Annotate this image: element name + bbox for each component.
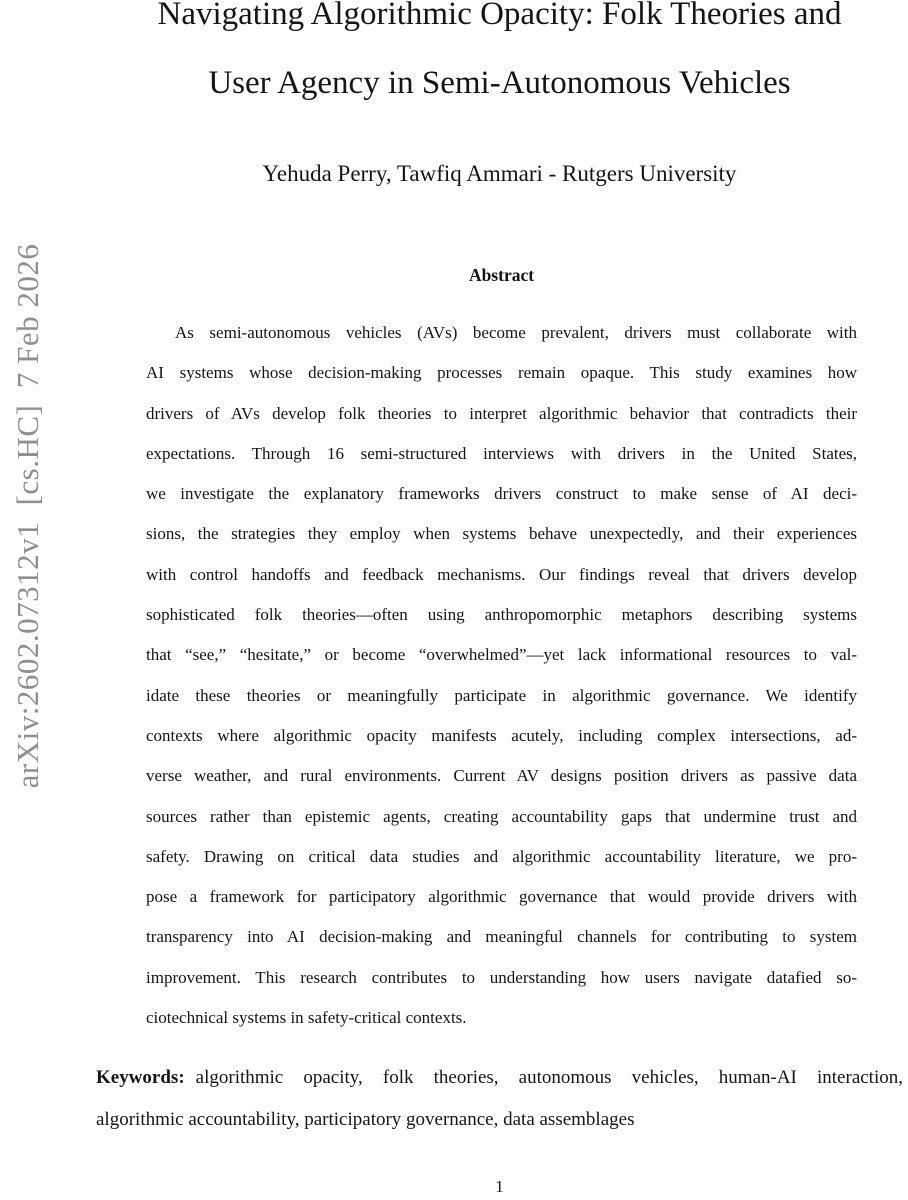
authors-line: Yehuda Perry, Tawfiq Ammari - Rutgers University: [262, 161, 737, 186]
abstract-heading: Abstract: [468, 265, 535, 285]
paper-title-line-1: Navigating Algorithmic Opacity: Folk Theories and: [157, 0, 842, 32]
keywords-label: Keywords:: [96, 1067, 185, 1088]
abstract-line: contexts where algorithmic opacity manifests acutely, including complex intersections, ad-: [146, 725, 857, 745]
abstract-line: transparency into AI decision-making and meaningful channels for contributing to system: [146, 927, 857, 947]
abstract-line: sions, the strategies they employ when systems behave unexpectedly, and their experiences: [146, 524, 857, 544]
keywords-block: [96, 1057, 903, 1141]
abstract-line: verse weather, and rural environments. Current AV designs position drivers as passive data: [146, 766, 857, 786]
page-number: 1: [495, 1177, 504, 1196]
keywords-line-1: [96, 1057, 903, 1099]
abstract-line: ciotechnical systems in safety-critical contexts.: [146, 1008, 467, 1028]
abstract-line: safety. Drawing on critical data studies and algorithmic accountability literature, we pro-: [146, 846, 857, 866]
abstract-line: pose a framework for participatory algorithmic governance that would provide drivers with: [146, 887, 857, 907]
abstract-line: that “see,” “hesitate,” or become “overwhelmed”—yet lack informational resources to val-: [146, 645, 857, 665]
arxiv-stamp: arXiv:2602.07312v1 [cs.HC] 7 Feb 2026: [10, 243, 45, 789]
abstract-line: we investigate the explanatory frameworks drivers construct to make sense of AI deci-: [146, 484, 857, 504]
paper-title-line-2: User Agency in Semi-Autonomous Vehicles: [208, 65, 791, 101]
abstract-line: sources rather than epistemic agents, creating accountability gaps that undermine trust and: [146, 806, 857, 826]
abstract-line: with control handoffs and feedback mechanisms. Our findings reveal that drivers develop: [146, 564, 857, 584]
abstract-line: AI systems whose decision-making processes remain opaque. This study examines how: [146, 363, 857, 383]
paper-title: [96, 0, 903, 118]
abstract-line: drivers of AVs develop folk theories to interpret algorithmic behavior that contradicts their: [146, 403, 857, 423]
abstract-line: idate these theories or meaningfully participate in algorithmic governance. We identify: [146, 685, 857, 705]
keywords-text-line-2: algorithmic accountability, participatory governance, data assemblages: [96, 1109, 635, 1130]
keywords-text-line-1: algorithmic opacity, folk theories, autonomous vehicles, human-AI interaction,: [195, 1067, 903, 1088]
abstract-line: improvement. This research contributes to understanding how users navigate datafied so-: [146, 967, 857, 987]
abstract-line: As semi-autonomous vehicles (AVs) become prevalent, drivers must collaborate with: [175, 323, 857, 342]
abstract-line: expectations. Through 16 semi-structured interviews with drivers in the United States,: [146, 443, 857, 463]
abstract-line: sophisticated folk theories—often using anthropomorphic metaphors describing systems: [146, 605, 857, 625]
abstract-paragraph: [146, 313, 857, 1038]
